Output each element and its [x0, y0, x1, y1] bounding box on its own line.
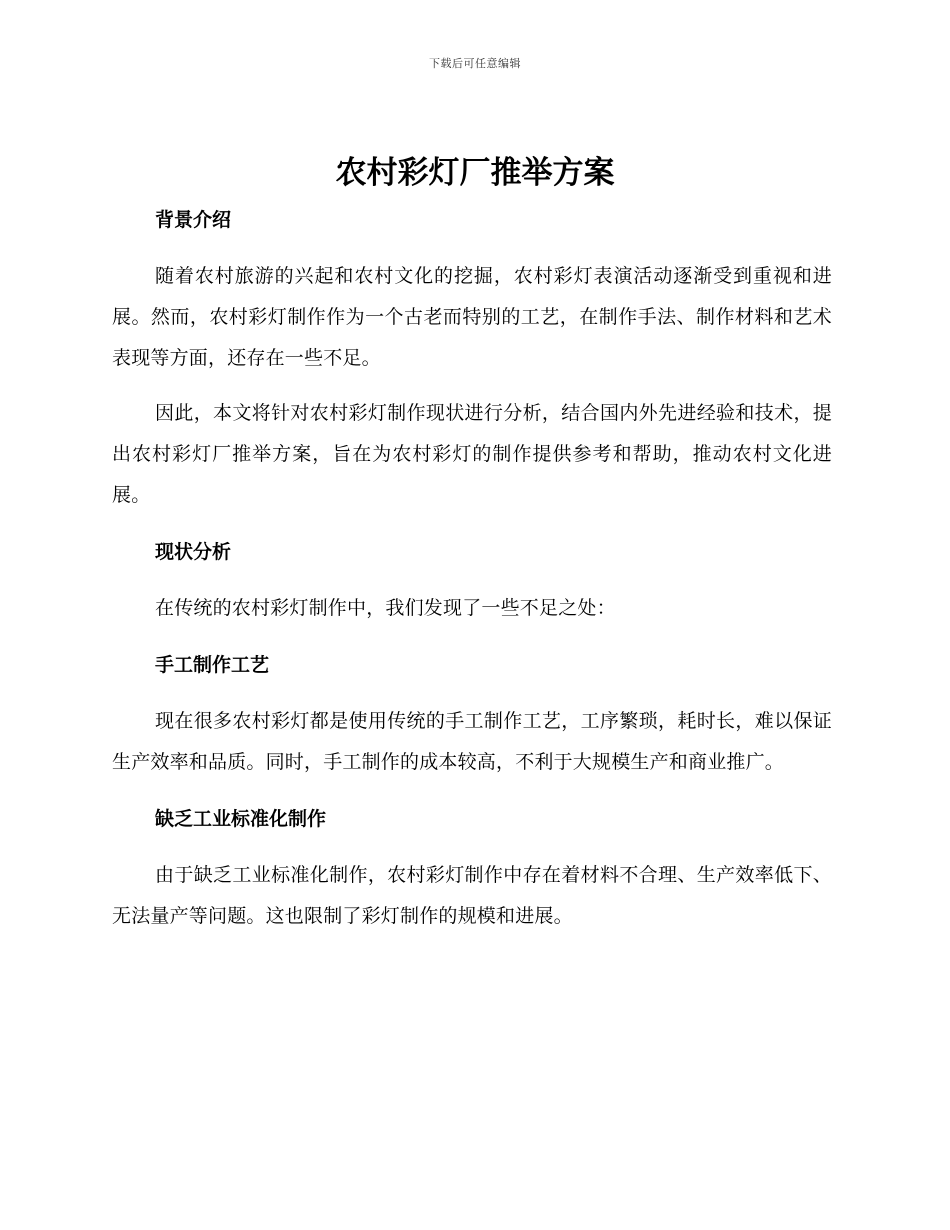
section-heading-standardization: 缺乏工业标准化制作: [155, 808, 327, 830]
paragraph-background-1: 随着农村旅游的兴起和农村文化的挖掘，农村彩灯表演活动逐渐受到重视和进展。然而，农村彩灯制作作为一个古老而特别的工艺，在制作手法、制作材料和艺术表现等方面，还存在一些不足。: [112, 265, 832, 369]
paragraph-status-analysis: 在传统的农村彩灯制作中，我们发现了一些不足之处：: [155, 597, 616, 619]
document-body: [112, 200, 832, 937]
section-heading-background: 背景介绍: [155, 209, 232, 231]
document-title: 农村彩灯厂推举方案: [335, 155, 615, 191]
paragraph-handcraft: 现在很多农村彩灯都是使用传统的手工制作工艺，工序繁琐，耗时长，难以保证生产效率和品质。同时，手工制作的成本较高，不利于大规模生产和商业推广。: [112, 710, 832, 773]
section-heading-handcraft: 手工制作工艺: [155, 654, 270, 676]
paragraph-standardization: 由于缺乏工业标准化制作，农村彩灯制作中存在着材料不合理、生产效率低下、无法量产等问题。这也限制了彩灯制作的规模和进展。: [112, 864, 832, 927]
paragraph-background-2: 因此，本文将针对农村彩灯制作现状进行分析，结合国内外先进经验和技术，提出农村彩灯厂推举方案，旨在为农村彩灯的制作提供参考和帮助，推动农村文化进展。: [112, 402, 832, 506]
header-note: 下载后可任意编辑: [429, 57, 521, 70]
section-heading-status-analysis: 现状分析: [155, 541, 232, 563]
